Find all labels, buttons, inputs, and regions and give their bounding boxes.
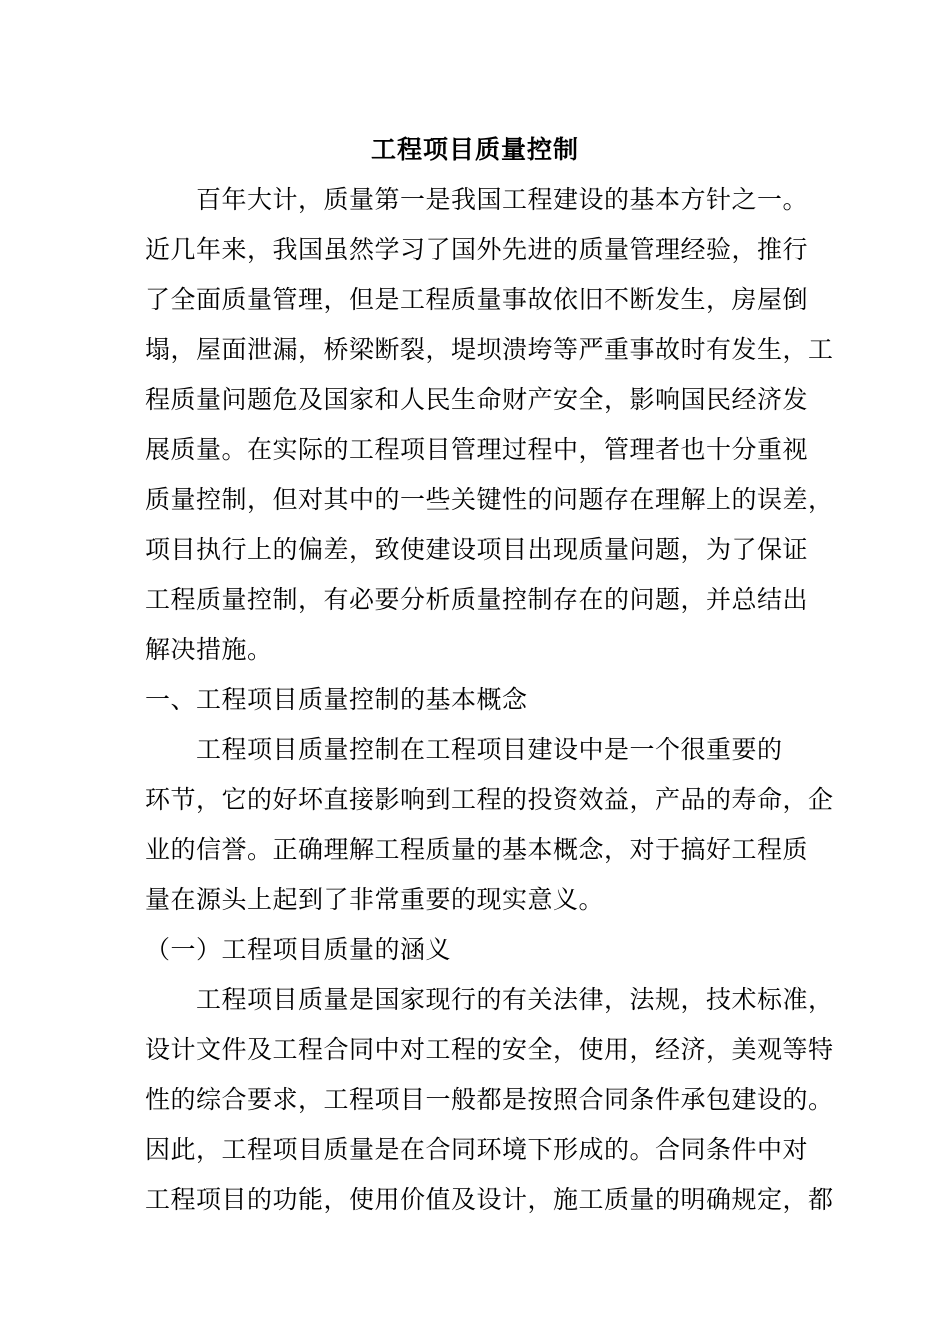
paragraph-line: 解决措施。 <box>145 635 273 664</box>
paragraph-line: 工程质量控制，有必要分析质量控制存在的问题，并总结出 <box>145 585 809 614</box>
paragraph-line: 设计文件及工程合同中对工程的安全，使用，经济，美观等特 <box>145 1035 834 1064</box>
paragraph-line: 百年大计，质量第一是我国工程建设的基本方针之一。 <box>145 185 809 214</box>
paragraph-line: 工程项目质量是国家现行的有关法律，法规，技术标准， <box>145 985 834 1014</box>
subsection-heading: （一）工程项目质量的涵义 <box>145 935 452 964</box>
paragraph-line: 工程项目的功能，使用价值及设计，施工质量的明确规定，都 <box>145 1185 834 1214</box>
paragraph-line: 性的综合要求，工程项目一般都是按照合同条件承包建设的。 <box>145 1085 834 1114</box>
document-title: 工程项目质量控制 <box>370 135 579 164</box>
paragraph-line: 塌，屋面泄漏，桥梁断裂，堤坝溃垮等严重事故时有发生，工 <box>145 335 834 364</box>
paragraph-line: 质量控制，但对其中的一些关键性的问题存在理解上的误差， <box>145 485 834 514</box>
paragraph-line: 项目执行上的偏差，致使建设项目出现质量问题，为了保证 <box>145 535 809 564</box>
paragraph-line: 工程项目质量控制在工程项目建设中是一个很重要的 <box>145 735 783 764</box>
paragraph-line: 展质量。在实际的工程项目管理过程中，管理者也十分重视 <box>145 435 809 464</box>
paragraph-line: 业的信誉。正确理解工程质量的基本概念，对于搞好工程质 <box>145 835 809 864</box>
paragraph-line: 程质量问题危及国家和人民生命财产安全，影响国民经济发 <box>145 385 809 414</box>
paragraph-line: 环节，它的好坏直接影响到工程的投资效益，产品的寿命，企 <box>145 785 834 814</box>
paragraph-line: 近几年来，我国虽然学习了国外先进的质量管理经验，推行 <box>145 235 809 264</box>
paragraph-line: 了全面质量管理，但是工程质量事故依旧不断发生，房屋倒 <box>145 285 809 314</box>
paragraph-line: 因此，工程项目质量是在合同环境下形成的。合同条件中对 <box>145 1135 809 1164</box>
section-heading: 一、工程项目质量控制的基本概念 <box>145 685 528 714</box>
paragraph-line: 量在源头上起到了非常重要的现实意义。 <box>145 885 605 914</box>
